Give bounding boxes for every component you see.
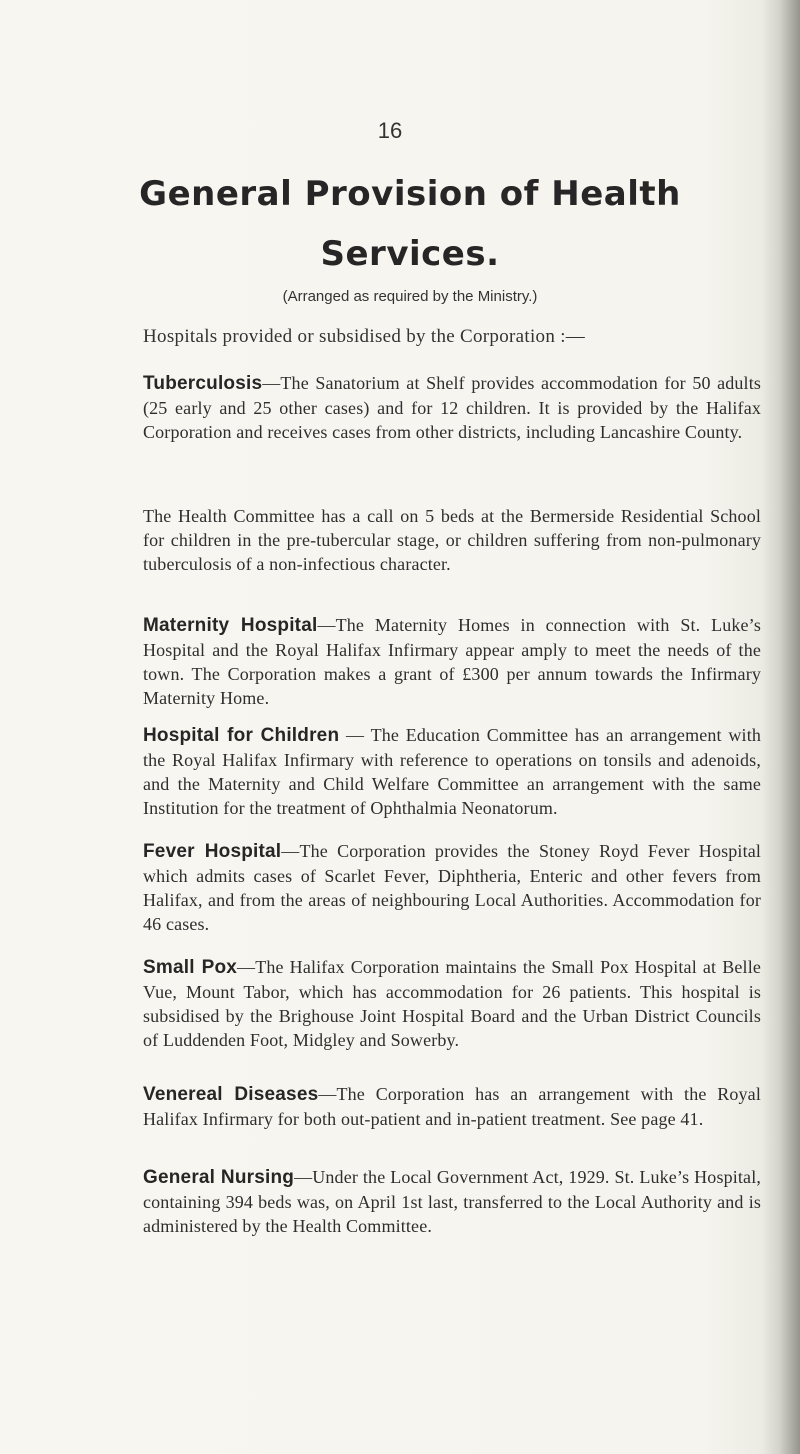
section-tuberculosis (143, 371, 761, 444)
section-text: The Corporation provides the Stoney Royd Fever Hospital which admits cases of Scarlet Fever, Diphtheria, Enteric and other fevers from Halifax, and from the areas of neighbouring Local Authorities. Accommodation for 46 cases. (143, 841, 762, 934)
section-separator: — (262, 373, 281, 393)
section-separator: — (237, 957, 256, 977)
section-hospital-for-children (143, 723, 761, 820)
section-general-nursing (143, 1165, 761, 1238)
section-heading: Venereal Diseases (143, 1084, 319, 1105)
section-fever-hospital (143, 839, 761, 936)
section-text: The Sanatorium at Shelf provides accommodation for 50 adults (25 early and 25 other cases) and for 12 children. It is provided by the Halifax Corporation and receives cases from other districts, including Lancashire County. (143, 373, 761, 442)
section-heading: Maternity Hospital (143, 615, 318, 636)
page-edge-shadow (762, 0, 800, 1454)
section-text: The Education Committee has an arrangement with the Royal Halifax Infirmary with reference to operations on tonsils and adenoids, and the Maternity and Child Welfare Committee an arrangement with the same Institution for the treatment of Ophthalmia Neonatorum. (143, 725, 761, 818)
intro-line: Hospitals provided or subsidised by the Corporation :— (143, 326, 586, 347)
section-separator: — (339, 725, 371, 745)
page-title: General Provision of Health Services. (139, 174, 681, 274)
section-separator: — (317, 615, 336, 635)
section-text: The Maternity Homes in connection with St. Luke’s Hospital and the Royal Halifax Infirmary appear amply to meet the needs of the town. The Corporation makes a grant of £300 per annum towards the Infirmary Maternity Home. (143, 615, 761, 708)
section-heading: Hospital for Children (143, 725, 340, 746)
section-heading: General Nursing (143, 1167, 295, 1188)
page-number: 16 (377, 118, 403, 143)
section-small-pox (143, 955, 761, 1052)
section-heading: Tuberculosis (143, 373, 263, 394)
section-separator: — (281, 841, 300, 861)
section-maternity-hospital (143, 613, 761, 710)
section-venereal-diseases (143, 1082, 761, 1131)
page-subtitle: (Arranged as required by the Ministry.) (282, 288, 538, 305)
section-bermerside (143, 504, 761, 576)
section-separator: — (294, 1167, 313, 1187)
section-text: The Corporation has an arrangement with the Royal Halifax Infirmary for both out-patient and in-patient treatment. See page 41. (143, 1084, 761, 1129)
section-text: Under the Local Government Act, 1929. St. Luke’s Hospital, containing 394 beds was, on April 1st last, transferred to the Local Authority and is administered by the Health Committee. (143, 1167, 761, 1236)
section-text: The Halifax Corporation maintains the Small Pox Hospital at Belle Vue, Mount Tabor, which has accommodation for 26 patients. This hospital is subsidised by the Brighouse Joint Hospital Board and the Urban District Councils of Luddenden Foot, Midgley and Sowerby. (143, 957, 761, 1050)
section-text: The Health Committee has a call on 5 beds at the Bermerside Residential School for children in the pre-tubercular stage, or children suffering from non-pulmonary tuberculosis of a non-infectious character. (143, 506, 761, 574)
section-heading: Small Pox (143, 957, 238, 978)
section-separator: — (318, 1084, 337, 1104)
section-heading: Fever Hospital (143, 841, 282, 862)
